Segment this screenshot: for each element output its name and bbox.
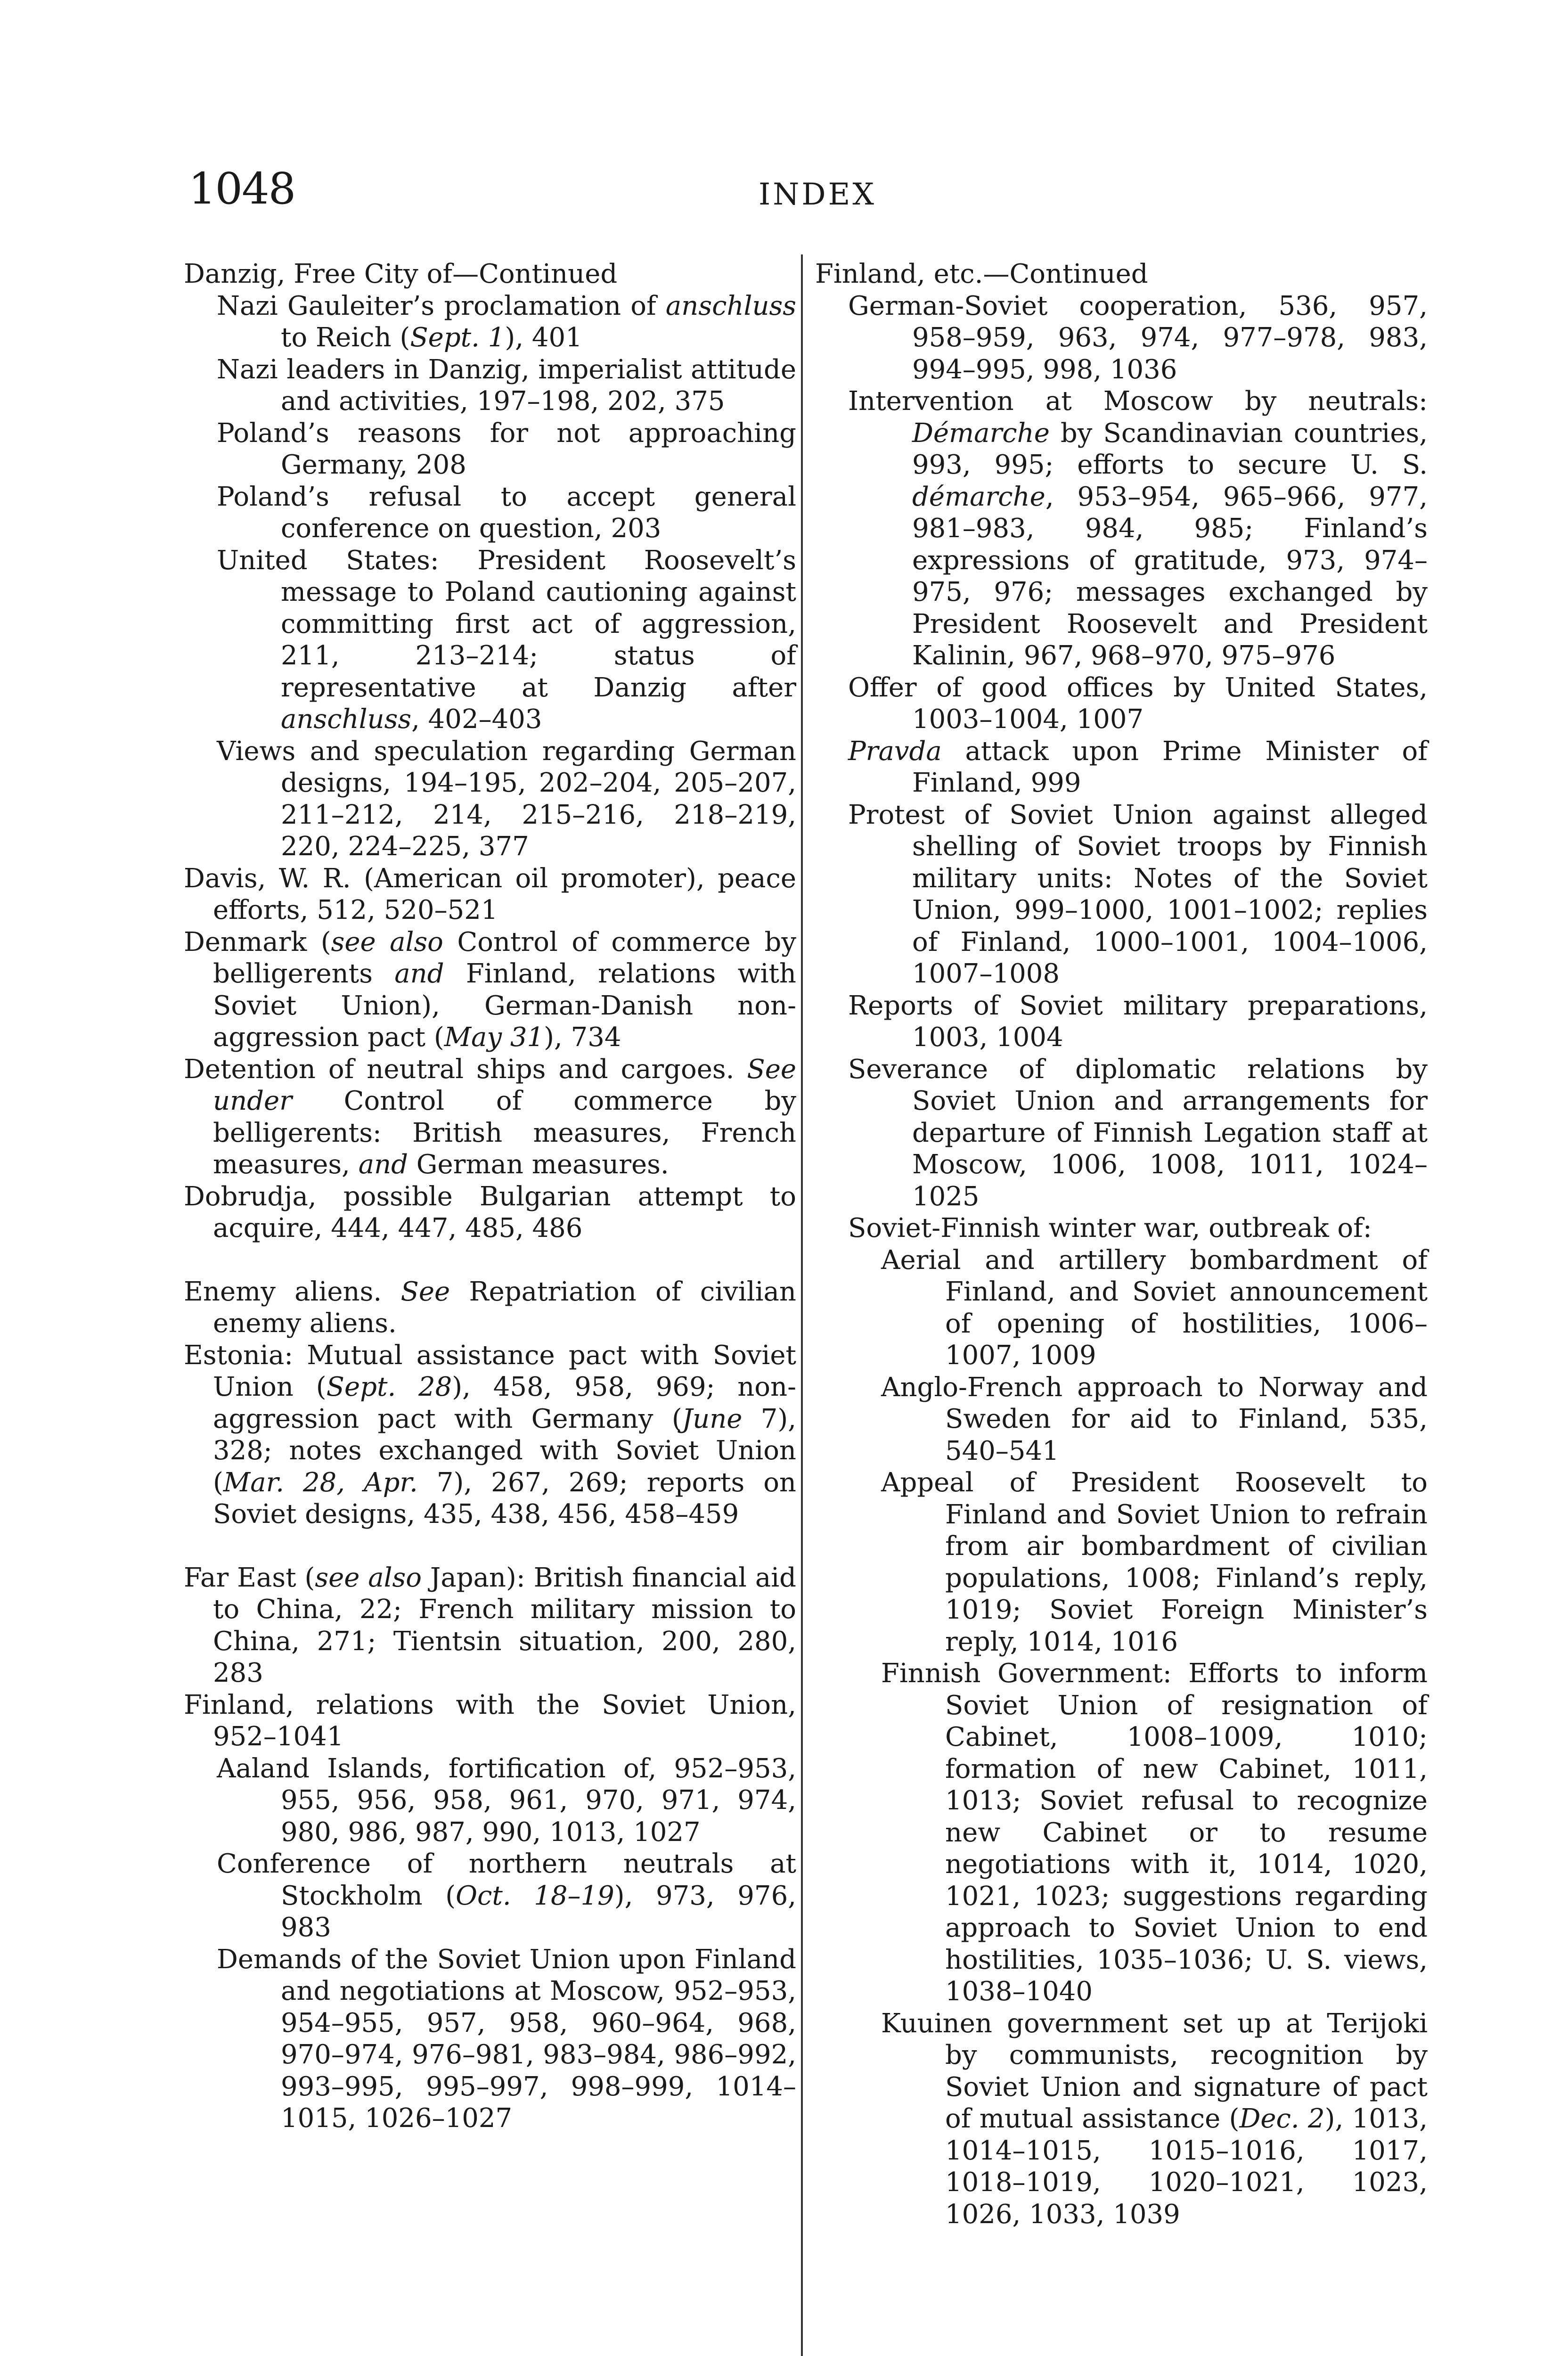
entry-text-italic: See under [213,1054,796,1116]
index-entry [184,926,796,1054]
entry-text-italic: June [682,1403,743,1434]
index-entry [881,1372,1428,1467]
index-entry [881,1658,1428,2008]
index-entry [848,1054,1428,1213]
index-entry [184,1181,796,1244]
left-column [184,258,796,2135]
entry-text: German measures. [408,1149,669,1180]
entry-text: Repatriation of civilian enemy aliens. [213,1276,796,1339]
entry-text: Danzig, Free City of—Continued [184,259,618,289]
entry-text-italic: Mar. 28, Apr. [223,1467,418,1498]
index-entry [217,736,796,863]
entry-text: Conference of northern neutrals at Stockholm ( [217,1849,796,1911]
entry-text-italic: and [394,958,444,989]
index-entry [184,1340,796,1530]
index-entry [217,481,796,545]
entry-text: ), 458, 958, 969; non-aggression pact with Germany ( [213,1372,796,1434]
column-divider [801,254,803,2356]
entry-text: Finnish Government: Efforts to inform Soviet Union of resignation of Cabinet, 1008–1009, 1010; formation of new Cabinet, 1011, 1013; Soviet refusal to recognize new Cabinet or to resume negotiations with it, 1014, 1020, 1021, 1023; suggestions regarding approach to Soviet Union to end hostilities, 1035–1036; U. S. views, 1038–1040 [881,1658,1428,2007]
page-number: 1048 [188,164,295,214]
index-entry [184,1054,796,1181]
entry-text: Davis, W. R. (American oil promoter), peace efforts, 512, 520–521 [184,863,796,925]
entry-text: Poland’s reasons for not approaching Germany, 208 [217,417,796,480]
entry-text: Japan): British financial aid to China, 22; French military mission to China, 271; Tientsin situation, 200, 280, 283 [213,1562,796,1688]
running-head: INDEX [759,177,876,212]
entry-text: Views and speculation regarding German designs, 194–195, 202–204, 205–207, 211–212, 214, 215–216, 218–219, 220, 224–225, 377 [217,736,796,862]
entry-text: Aaland Islands, fortification of, 952–953, 955, 956, 958, 961, 970, 971, 974, 980, 986, 987, 990, 1013, 1027 [217,1753,796,1848]
entry-text-italic: see also [315,1562,422,1593]
entry-text: Denmark ( [184,926,331,957]
entry-text: German-Soviet cooperation, 536, 957, 958–959, 963, 974, 977–978, 983, 994–995, 998, 1036 [848,290,1428,385]
entry-text: Enemy aliens. [184,1276,401,1307]
entry-text-italic: Oct. 18–19 [456,1880,614,1911]
entry-text: Kuuinen government set up at Terijoki by communists, recognition by Soviet Union and signature of pact of mutual assistance ( [881,2008,1428,2134]
entry-text: Severance of diplomatic relations by Soviet Union and arrangements for departure of Finnish Legation staff at Moscow, 1006, 1008, 1011, 1024–1025 [848,1054,1428,1212]
index-entry [184,863,796,926]
entry-text-italic: and [358,1149,408,1180]
index-entry [217,354,796,417]
index-entry [848,990,1428,1054]
entry-text-italic: Pravda [848,736,942,767]
entry-text-italic: Sept. 28 [326,1372,452,1402]
index-entry [184,1562,796,1689]
entry-text: Anglo-French approach to Norway and Sweden for aid to Finland, 535, 540–541 [881,1372,1428,1466]
entry-text: Finland, etc.—Continued [815,259,1148,289]
entry-text: Aerial and artillery bombardment of Finland, and Soviet announcement of opening of hostilities, 1006–1007, 1009 [881,1244,1428,1371]
entry-text: United States: President Roosevelt’s message to Poland cautioning against committing first act of aggression, 211, 213–214; status of representative at Danzig after [217,545,796,703]
entry-text-italic: anschluss [665,290,796,321]
index-entry [881,1467,1428,1658]
index-entry [881,1244,1428,1372]
entry-text: Far East ( [184,1562,315,1593]
entry-text-italic: anschluss [281,704,412,735]
entry-text: ), 734 [544,1022,621,1053]
entry-text: Control of commerce by belligerents: British measures, French measures, [213,1086,796,1180]
entry-text: Estonia: Mutual assistance pact with Soviet Union ( [184,1340,796,1402]
index-entry [184,258,796,290]
entry-text: 7), 267, 269; reports on Soviet designs, 435, 438, 456, 458–459 [213,1467,796,1530]
index-entry [848,672,1428,736]
entry-text: to Reich ( [281,322,410,353]
entry-text: Finland, relations with the Soviet Union, 952–1041 [184,1689,796,1752]
entry-text: Appeal of President Roosevelt to Finland and Soviet Union to refrain from air bombardment of civilian populations, 1008; Finland’s reply, 1019; Soviet Foreign Minister’s reply, 1014, 1016 [881,1467,1428,1657]
entry-text: Demands of the Soviet Union upon Finland and negotiations at Moscow, 952–953, 954–955, 957, 958, 960–964, 968, 970–974, 976–981, 983–984, 986–992, 993–995, 995–997, 998–999, 1014–1015, 1026–1027 [217,1944,796,2134]
entry-text: Finland, relations with Soviet Union), German-Danish non-aggression pact ( [213,958,796,1053]
entry-text-italic: Démarche [912,417,1050,449]
index-entry [184,1689,796,1753]
entry-text-italic: Dec. 2 [1239,2103,1325,2134]
index-entry [217,545,796,736]
entry-text: Protest of Soviet Union against alleged shelling of Soviet troops by Finnish military units: Notes of the Soviet Union, 999–1000, 1001–1002; replies of Finland, 1000–1001, 1004–1006, 1007–1008 [848,799,1428,989]
entry-text: attack upon Prime Minister of Finland, 999 [912,736,1428,798]
index-entry [217,1753,796,1849]
index-entry [881,2008,1428,2231]
entry-text: Control of commerce by belligerents [213,926,796,989]
index-entry [848,290,1428,386]
entry-text: ), 401 [505,322,582,353]
entry-text: Offer of good offices by United States, 1003–1004, 1007 [848,672,1428,735]
entry-text-italic: démarche [912,481,1045,512]
entry-text-italic: Sept. 1 [410,322,505,353]
index-entry [848,736,1428,799]
index-entry [848,799,1428,990]
entry-text: , 953–954, 965–966, 977, 981–983, 984, 985; Finland’s expressions of gratitude, 973, 974–975, 976; messages exchanged by President Roosevelt and President Kalinin, 967, 968–970, 975–976 [912,481,1428,671]
index-entry [848,1212,1428,1244]
index-entry [217,290,796,354]
index-entry [848,385,1428,672]
entry-text: Dobrudja, possible Bulgarian attempt to acquire, 444, 447, 485, 486 [184,1181,796,1243]
entry-text-italic: See [400,1276,450,1307]
entry-text: by Scandinavian countries, 993, 995; efforts to secure U. S. [912,417,1428,480]
entry-text: Intervention at Moscow by neutrals: [848,386,1428,417]
entry-text: Reports of Soviet military preparations, 1003, 1004 [848,990,1428,1053]
right-column [815,258,1428,2230]
entry-text: ), 1013, 1014–1015, 1015–1016, 1017, 1018–1019, 1020–1021, 1023, 1026, 1033, 1039 [945,2103,1428,2230]
index-entry [184,1276,796,1340]
index-entry [815,258,1428,290]
entry-text: , 402–403 [411,704,542,735]
index-entry [217,1848,796,1944]
index-entry [217,1944,796,2135]
entry-text-italic: see also [331,926,443,957]
entry-text: Soviet-Finnish winter war, outbreak of: [848,1213,1372,1243]
index-entry [217,417,796,481]
entry-text: Nazi leaders in Danzig, imperialist attitude and activities, 197–198, 202, 375 [217,354,796,417]
entry-text: Poland’s refusal to accept general conference on question, 203 [217,481,796,544]
entry-text: Detention of neutral ships and cargoes. [184,1054,747,1085]
entry-text-italic: May 31 [444,1022,544,1053]
entry-text: ), 973, 976, 983 [281,1880,796,1943]
entry-text: Nazi Gauleiter’s proclamation of [217,290,666,321]
entry-text: 7), 328; notes exchanged with Soviet Union ( [213,1403,797,1498]
